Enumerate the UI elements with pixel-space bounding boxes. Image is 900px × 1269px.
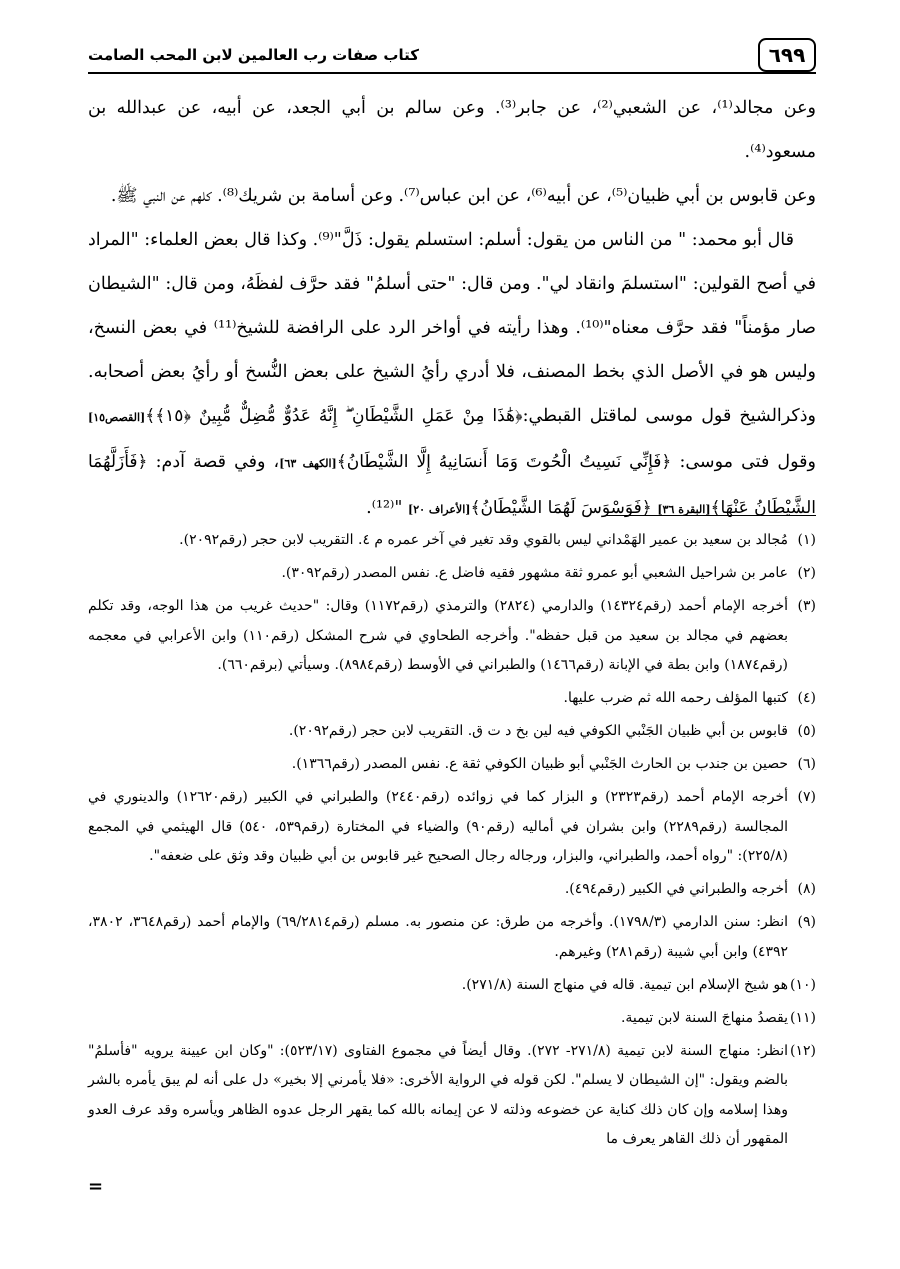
footnote — [88, 908, 816, 967]
footnote-text: مُجالد بن سعيد بن عمير الهَمْداني ليس بالقوي وقد تغير في آخر عمره م ٤. التقريب لابن حجر (رقم٢٠٩٢). — [179, 532, 788, 548]
page-header — [88, 38, 816, 74]
quran-verse-kahf: ﴿فَإِنِّي نَسِيتُ الْحُوتَ وَمَا أَنسَانِيهُ إِلَّا الشَّيْطَانُ﴾ — [336, 452, 672, 472]
footnote — [88, 783, 816, 872]
footnote — [88, 684, 816, 714]
footnote — [88, 526, 816, 556]
footnotes — [88, 526, 816, 1158]
verse-ref-qasas: [القصص١٥] — [88, 411, 146, 424]
footnote-number: (٤) — [797, 690, 816, 706]
paragraph-3-end: "⁽¹²⁾. — [366, 498, 403, 518]
page-number: ٦٩٩ — [758, 38, 816, 72]
footnote-number: (٨) — [797, 881, 816, 897]
quran-verse-araf: ﴿فَوَسْوَسَ لَهُمَا الشَّيْطَانُ﴾ — [470, 498, 652, 518]
verse-ref-kahf: [الكهف ٦٣] — [279, 457, 337, 470]
paragraph-3 — [88, 218, 816, 532]
footnote — [88, 750, 816, 780]
running-title: كتاب صفات رب العالمين لابن المحب الصامت — [88, 46, 419, 64]
footnote-text: حصين بن جندب بن الحارث الجَنْبي أبو ظبيان الكوفي ثقة ع. نفس المصدر (رقم١٣٦٦). — [291, 756, 788, 772]
footnote-number: (١) — [797, 532, 816, 548]
paragraph-3-text-c: ، وفي قصة آدم: — [155, 452, 280, 472]
paragraph-3-text-b: وقول فتى موسى: — [679, 452, 816, 472]
footnote — [88, 875, 816, 905]
continuation-mark: = — [88, 1176, 104, 1197]
paragraph-2: وعن قابوس بن أبي ظبيان⁽⁵⁾، عن أبيه⁽⁶⁾، عن ابن عباس⁽⁷⁾. وعن أسامة بن شريك⁽⁸⁾. كلهم عن النبي ﷺ. — [110, 186, 816, 206]
footnote — [88, 971, 816, 1001]
footnote-text: قابوس بن أبي ظبيان الجَنْبي الكوفي فيه لين بخ د ت ق. التقريب لابن حجر (رقم٢٠٩٢). — [288, 723, 788, 739]
footnote-number: (٩) — [797, 914, 816, 930]
footnote-number: (٢) — [797, 565, 816, 581]
footnote-text: أخرجه والطبراني في الكبير (رقم٤٩٤). — [564, 881, 788, 897]
footnote-text: يقصدُ منهاجَ السنة لابن تيمية. — [620, 1009, 788, 1026]
footnote-text: عامر بن شراحيل الشعبي أبو عمرو ثقة مشهور فقيه فاضل ع. نفس المصدر (رقم٣٠٩٢). — [281, 565, 788, 581]
quran-verse-qasas: ﴿هَٰذَا مِنْ عَمَلِ الشَّيْطَانِ ۖ إِنَّهُ عَدُوٌّ مُّضِلٌّ مُّبِينٌ ﴿١٥﴾﴾ — [145, 406, 523, 426]
footnote — [88, 717, 816, 747]
footnote — [88, 559, 816, 589]
footnote — [88, 1004, 816, 1034]
footnote-number: (٣) — [797, 598, 816, 614]
verse-ref-araf: [الأعراف ٢٠] — [407, 503, 471, 516]
footnote-text: انظر: سنن الدارمي (١٧٩٨/٣). وأخرجه من طرق: عن منصور به. مسلم (رقم٦٩/٢٨١٤) والإمام أحمد (رقم٣٦٤٨، ٣٨٠٢، ٤٣٩٢) وابن أبي شيبة (رقم٢٨١) وغيرهم. — [88, 914, 789, 960]
footnote-number: (١٢) — [790, 1042, 816, 1059]
footnote-separator — [606, 515, 816, 516]
footnote — [88, 592, 816, 681]
footnote-text: هو شيخ الإسلام ابن تيمية. قاله في منهاج السنة (٢٧١/٨). — [461, 976, 788, 993]
verse-ref-baqara: [البقرة ٣٦] — [657, 503, 711, 516]
paragraph-1: وعن مجالد⁽¹⁾، عن الشعبي⁽²⁾، عن جابر⁽³⁾. وعن سالم بن أبي الجعد، عن أبيه، عن عبدالله بن مسعود⁽⁴⁾. — [88, 98, 817, 162]
footnote-text: أخرجه الإمام أحمد (رقم١٤٣٢٤) والدارمي (٢٨٢٤) والترمذي (رقم١١٧٢) وقال: "حديث غريب من هذا الوجه، وقد تكلم بعضهم في مجالد بن سعيد من قبل حفظه". وأخرجه الطحاوي في شرح المشكل (رقم١١٠) وابن الأعرابي في معجمه (رقم١٨٧٤) وابن بطة في الإبانة (رقم١٤٦٦) والطبراني في الأوسط (رقم٨٩٨٤). وسيأتي (برقم٦٦٠). — [88, 598, 789, 673]
quran-verse-baqara: ﴿فَأَزَلَّهُمَا الشَّيْطَانُ عَنْهَا﴾ — [88, 452, 816, 518]
footnote-text: انظر: منهاج السنة لابن تيمية (٢٧١/٨- ٢٧٢). وقال أيضاً في مجموع الفتاوى (٥٢٣/١٧): "وكان ابن عيينة يرويه "فأسلمُ" بالضم ويقول: "إن الشيطان لا يسلم". لكن قوله في الرواية الأخرى: «فلا يأمرني إلا بخير» دل على أنه لم يبق يأمره بالشر وهذا إسلامه وإن كان ذلك كناية عن خضوعه وذلته لا عن إيمانه بالله كما يقهر الرجل عدوه الظاهر ويأسره وقد عرف العدو المقهور أن ذلك القاهر يعرف ما — [88, 1042, 789, 1147]
paragraph-3-text: قال أبو محمد: " من الناس من يقول: أسلم: استسلم يقول: ذَلَّ"⁽⁹⁾. وكذا قال بعض العلماء: "المراد في أصح القولين: "استسلمَ وانقاد لي". ومن قال: "حتى أسلمُ" فقد حرَّف لفظَهُ، ومن قال: "الشيطان صار مؤمناً" فقد حرَّف معناه"⁽¹⁰⁾. وهذا رأيته في أواخر الرد على الرافضة للشيخ⁽¹¹⁾ في بعض النسخ، وليس هو في الأصل الذي بخط المصنف، فلا أدري رأيُ الشيخ على بعض النُّسخ أو رأيُ بعض أصحابه. وذكرالشيخ قول موسى لماقتل القبطي: — [88, 230, 817, 426]
main-text — [88, 86, 816, 532]
footnote — [88, 1037, 816, 1155]
footnote-number: (١١) — [790, 1009, 816, 1026]
footnote-number: (٧) — [797, 789, 816, 805]
footnote-text: أخرجه الإمام أحمد (رقم٢٣٢٣) و البزار كما في زوائده (رقم٢٤٤٠) والطبراني في الكبير (رقم١٢٦٢٠) والدينوري في المجالسة (رقم٢٢٨٩) وابن بشران في أماليه (رقم٩٠) والضياء في المختارة (رقم٥٣٩، ٥٤٠) قال الهيثمي في المجمع (٢٢٥/٨): "رواه أحمد، والطبراني، والبزار، ورجاله رجال الصحيح غير قابوس بن أبي ظبيان وقد وثق على ضعفه". — [88, 789, 789, 864]
footnote-number: (٦) — [797, 756, 816, 772]
footnote-text: كتبها المؤلف رحمه الله ثم ضرب عليها. — [563, 690, 788, 706]
footnote-number: (١٠) — [790, 976, 816, 993]
footnote-number: (٥) — [797, 723, 816, 739]
